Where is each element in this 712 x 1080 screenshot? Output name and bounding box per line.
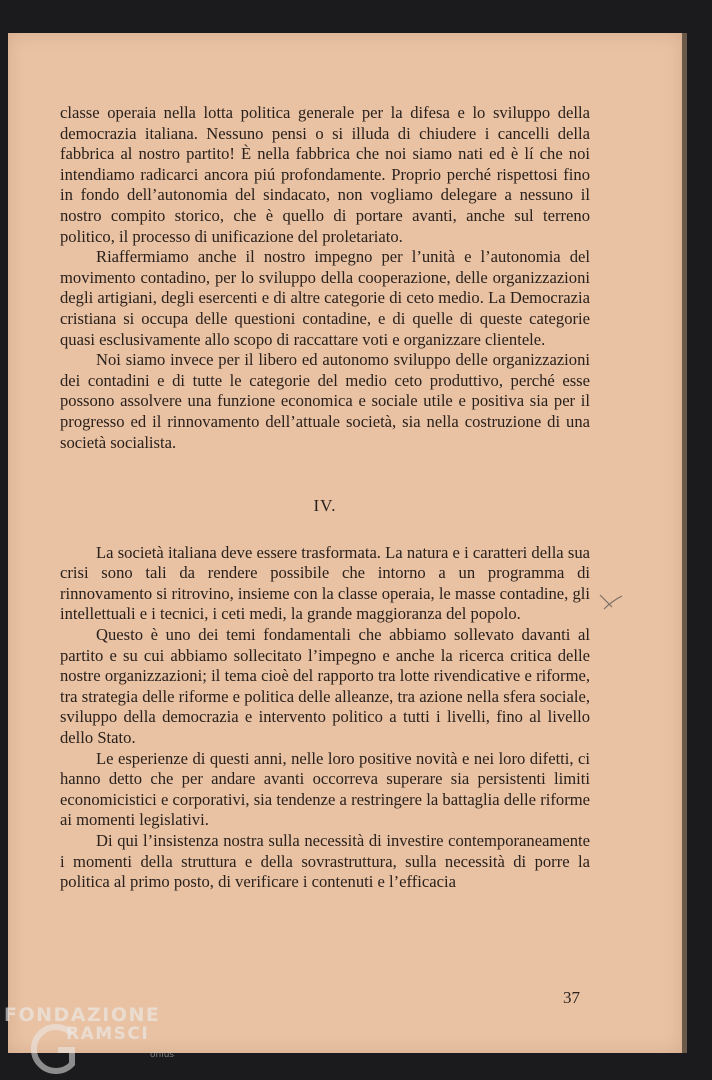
paragraph: Noi siamo invece per il libero ed autonomo sviluppo delle organizzazioni dei contadini e di tutte le categorie del medio ceto produttivo, perché esse possono assolvere una funzione economica e sociale utile e positiva sia per il progresso ed il rinnovamento dell’attuale società, sia nella costruzione di una società socialista. [60, 350, 590, 452]
book-page [8, 33, 682, 1053]
watermark-title: FONDAZIONE [4, 1004, 161, 1026]
watermark [4, 1000, 204, 1080]
paragraph: La società italiana deve essere trasformata. La natura e i caratteri della sua crisi sono tali da rendere possibile che intorno a un programma di rinnovamento si ritrovino, insieme con la classe operaia, le masse contadine, gli intellettuali e i tecnici, i ceti medi, la grande maggioranza del popolo. [60, 542, 590, 624]
page-edge [682, 33, 687, 1053]
paragraph: Le esperienze di questi anni, nelle loro positive novità e nei loro difetti, ci hanno detto che per andare avanti occorreva superare sia persistenti limiti economicistici e corporativi, sia tendenze a restringere la battaglia delle riforme ai momenti legislativi. [60, 748, 590, 830]
page-number: 37 [563, 988, 580, 1007]
watermark-subtitle: RAMSCI [66, 1024, 150, 1044]
body-text [60, 103, 590, 893]
paragraph: Riaffermiamo anche il nostro impegno per l’unità e l’autonomia del movimento contadino, per lo sviluppo della cooperazione, delle organizzazioni degli artigiani, degli esercenti e di altre categorie di ceto medio. La Democrazia cristiana si occupa delle questioni contadine, e di quelle di queste categorie quasi esclusivamente allo scopo di raccattare voti e organizzare clientele. [60, 247, 590, 349]
paragraph: Di qui l’insistenza nostra sulla necessità di investire contemporaneamente i momenti della struttura e della sovrastruttura, sulla necessità di porre la politica al primo posto, di verificare i contenuti e l’efficacia [60, 831, 590, 892]
watermark-onlus: onlus [150, 1050, 175, 1060]
paragraph: classe operaia nella lotta politica generale per la difesa e lo sviluppo della democrazia italiana. Nessuno pensi o si illuda di chiudere i cancelli della fabbrica al nostro partito! È nella fabbrica che noi siamo nati ed è lí che noi intendiamo radicarci ancora piú profondamente. Proprio perché rispettosi fino in fondo dell’autonomia del sindacato, non vogliamo delegare a nessuno il nostro compito storico, che è quello di portare avanti, anche sul terreno politico, il processo di unificazione del proletariato. [60, 103, 590, 246]
pencil-mark-icon [598, 593, 624, 613]
paragraph: Questo è uno dei temi fondamentali che abbiamo sollevato davanti al partito e su cui abbiamo sollecitato l’impegno e anche la ricerca critica delle nostre organizzazioni; il tema cioè del rapporto tra lotte rivendicative e riforme, tra strategia delle riforme e politica delle alleanze, tra azione nella sfera sociale, sviluppo della democrazia e intervento politico a tutti i livelli, fino al livello dello Stato. [60, 625, 590, 748]
section-heading: IV. [313, 496, 337, 516]
